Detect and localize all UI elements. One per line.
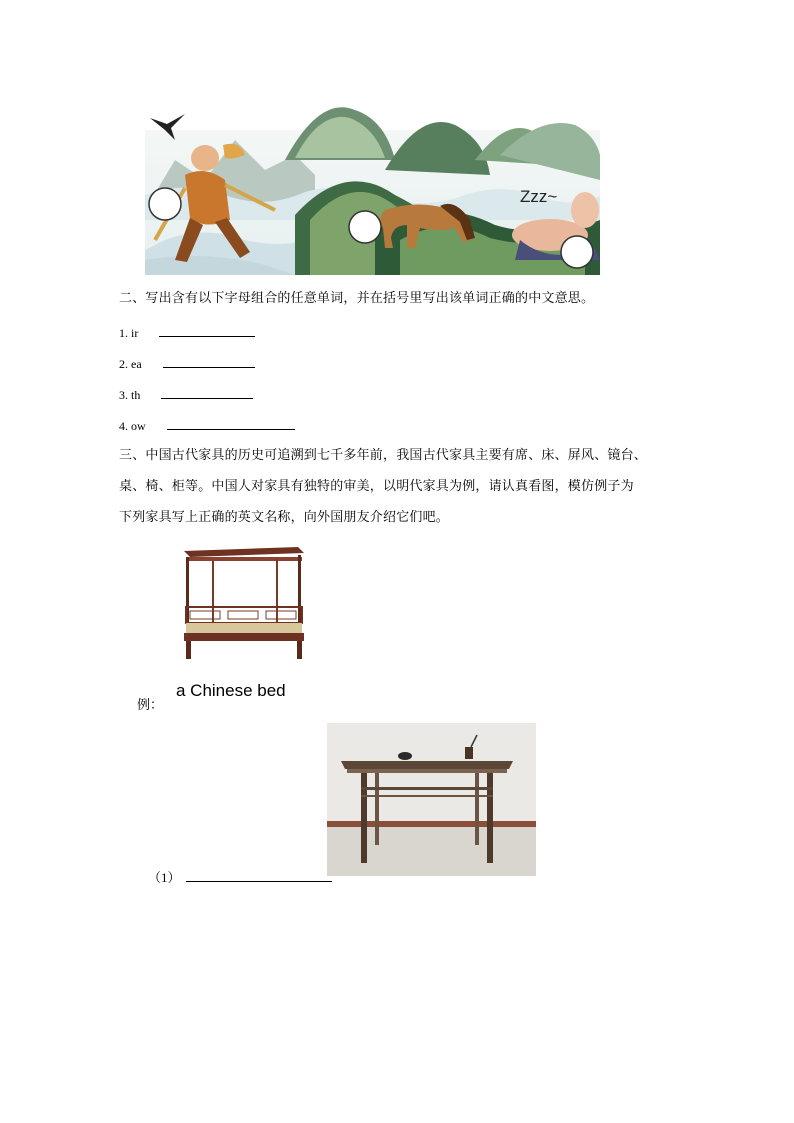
list-item-ea: [119, 355, 255, 372]
item-label: 1. ir: [119, 326, 139, 340]
chinese-bed-image: [180, 545, 308, 665]
question-1-label: （1）: [148, 870, 181, 885]
section3-line-3: 下列家具写上正确的英文名称，向外国朋友介绍它们吧。: [119, 510, 450, 525]
answer-blank-4[interactable]: [167, 417, 295, 430]
answer-blank-q1[interactable]: [186, 869, 332, 882]
question-1: [148, 867, 332, 886]
answer-circle-2: [349, 211, 381, 243]
example-label: 例：: [137, 698, 164, 713]
section2-heading: 二、写出含有以下字母组合的任意单词，并在括号里写出该单词正确的中文意思。: [119, 291, 595, 306]
journey-illustration: [145, 100, 600, 275]
item-label: 2. ea: [119, 357, 142, 371]
section3-line-2: 桌、椅、柜等。中国人对家具有独特的审美，以明代家具为例，请认真看图，模仿例子为: [119, 479, 634, 494]
zzz-text: Zzz~: [520, 187, 558, 206]
answer-circle-1: [149, 188, 181, 220]
table-svg: [327, 723, 536, 876]
list-item-ir: [119, 324, 255, 341]
illustration-svg: [145, 100, 600, 275]
answer-blank-1[interactable]: [159, 324, 255, 337]
bed-svg: [180, 545, 308, 665]
chinese-table-image: [327, 723, 536, 876]
item-label: 3. th: [119, 388, 141, 402]
item-label: 4. ow: [119, 419, 146, 433]
example-caption: a Chinese bed: [176, 681, 286, 700]
answer-blank-2[interactable]: [163, 355, 255, 368]
section3-line-1: 三、中国古代家具的历史可追溯到七千多年前，我国古代家具主要有席、床、屏风、镜台、: [119, 448, 648, 463]
answer-circle-3: [561, 236, 593, 268]
list-item-ow: [119, 417, 295, 434]
answer-blank-3[interactable]: [161, 386, 253, 399]
list-item-th: [119, 386, 253, 403]
